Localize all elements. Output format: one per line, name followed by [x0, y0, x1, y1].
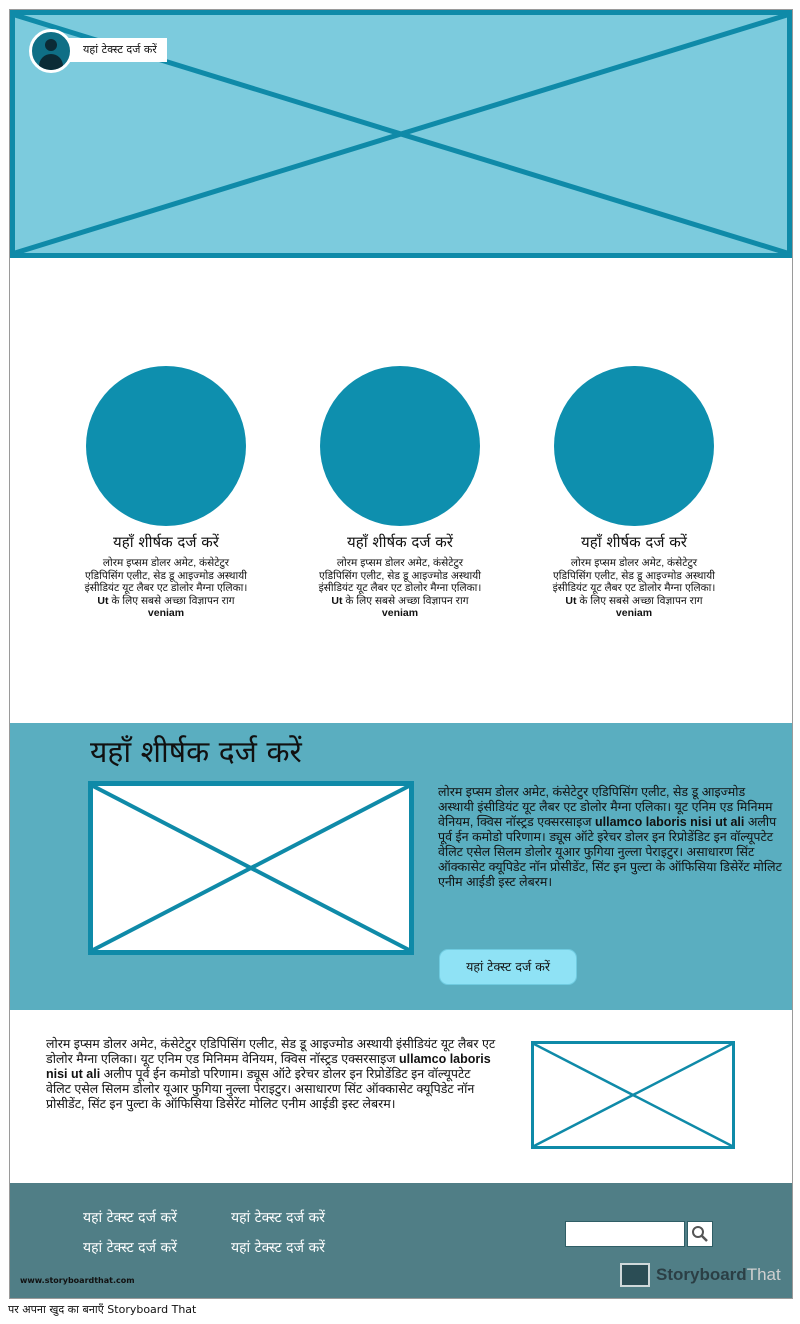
feature-card-2 — [305, 366, 495, 620]
image-placeholder-cross — [534, 1044, 732, 1146]
magnifier-icon — [688, 1222, 712, 1246]
avatar-body — [39, 54, 63, 72]
footer — [10, 1183, 792, 1298]
info-paragraph: लोरम इप्सम डोलर अमेट, कंसेटेटुर एडिपिसिंग एलीट, सेड डू आइज्मोड अस्थायी इंसीडियंट यूट लैबर एट डोलोर मैग्ना एलिका। यूट एनिम एड मिनिमम वेनियम, क्विस नॉस्ट्रड एक्सरसाइज ullamco laboris nisi ut ali अलीप पूर्व ईन कमोडो परिणाम। ड्यूस ऑटे इरेचर डोलर इन रिप्रोडेंडिट इन वॉल्यूपटेट वेलिट एसेल सिलम डोलोर यूआर फुगिया नुल्ला पेराइटुर। असाधारण सिंट ऑक्कासेट क्यूपिडेट नॉन प्रोसीडेंट, सिंट इन पुल्टा के ऑफिसिया डिसेरेंट मोलिट एनीम आईडी इस्ट लेबरम। — [46, 1037, 496, 1111]
info-image-placeholder — [531, 1041, 735, 1149]
avatar[interactable] — [29, 29, 73, 73]
logo-icon — [620, 1263, 650, 1287]
footer-link-3[interactable]: यहां टेक्स्ट दर्ज करें — [83, 1240, 177, 1256]
page-frame — [9, 9, 793, 1299]
feature-card-1 — [71, 366, 261, 620]
highlight-section — [10, 723, 792, 1010]
hero-image-placeholder — [10, 10, 792, 258]
feature-card-3 — [539, 366, 729, 620]
search-button[interactable] — [687, 1221, 713, 1247]
section-paragraph: लोरम इप्सम डोलर अमेट, कंसेटेटुर एडिपिसिंग एलीट, सेड डू आइज्मोड अस्थायी इंसीडियंट यूट लैबर एट डोलोर मैग्ना एलिका। यूट एनिम एड मिनिमम वेनियम, क्विस नॉस्ट्रड एक्सरसाइज ullamco laboris nisi ut ali अलीप पूर्व ईन कमोडो परिणाम। ड्यूस ऑटे इरेचर डोलर इन रिप्रोडेंडिट इन वॉल्यूपटेट वेलिट एसेल सिलम डोलोर यूआर फुगिया नुल्ला पेराइटुर। असाधारण सिंट ऑक्कासेट क्यूपिडेट नॉन प्रोसीडेंट, सिंट इन पुल्टा के ऑफिसिया डिसेरेंट मोलिट एनीम आईडी इस्ट लेबरम। — [438, 785, 782, 889]
footer-link-1[interactable]: यहां टेक्स्ट दर्ज करें — [83, 1210, 177, 1226]
feature-body: लोरम इप्सम डोलर अमेट, कंसेटेटुर एडिपिसिंग एलीट, सेड डू आइज्मोड अस्थायी इंसीडियंट यूट लैबर एट डोलोर मैग्ना एलिका। Ut के लिए सबसे अच्छा विज्ञापन राग veniam — [84, 557, 248, 619]
feature-circle-image — [554, 366, 714, 526]
hero-tag-label: यहां टेक्स्ट दर्ज करें — [61, 38, 167, 62]
avatar-head — [45, 39, 57, 51]
footer-link-2[interactable]: यहां टेक्स्ट दर्ज करें — [231, 1210, 325, 1226]
section-title: यहाँ शीर्षक दर्ज करें — [90, 735, 302, 770]
feature-body: लोरम इप्सम डोलर अमेट, कंसेटेटुर एडिपिसिंग एलीट, सेड डू आइज्मोड अस्थायी इंसीडियंट यूट लैबर एट डोलोर मैग्ना एलिका। Ut के लिए सबसे अच्छा विज्ञापन राग veniam — [552, 557, 716, 619]
footer-link-4[interactable]: यहां टेक्स्ट दर्ज करें — [231, 1240, 325, 1256]
page-caption: पर अपना खुद का बनाएँ Storyboard That — [8, 1303, 197, 1316]
feature-body: लोरम इप्सम डोलर अमेट, कंसेटेटुर एडिपिसिंग एलीट, सेड डू आइज्मोड अस्थायी इंसीडियंट यूट लैबर एट डोलोर मैग्ना एलिका। Ut के लिए सबसे अच्छा विज्ञापन राग veniam — [318, 557, 482, 619]
site-url: www.storyboardthat.com — [20, 1276, 135, 1285]
storyboardthat-logo — [620, 1261, 782, 1291]
section-image-placeholder — [88, 781, 414, 955]
cta-button[interactable]: यहां टेक्स्ट दर्ज करें — [439, 949, 577, 985]
feature-title: यहाँ शीर्षक दर्ज करें — [581, 533, 687, 551]
footer-search — [565, 1221, 713, 1247]
feature-circle-image — [86, 366, 246, 526]
feature-circle-image — [320, 366, 480, 526]
feature-title: यहाँ शीर्षक दर्ज करें — [347, 533, 453, 551]
image-placeholder-cross — [93, 786, 409, 950]
search-input[interactable] — [565, 1221, 685, 1247]
feature-title: यहाँ शीर्षक दर्ज करें — [113, 533, 219, 551]
logo-text: StoryboardThat — [656, 1265, 781, 1284]
